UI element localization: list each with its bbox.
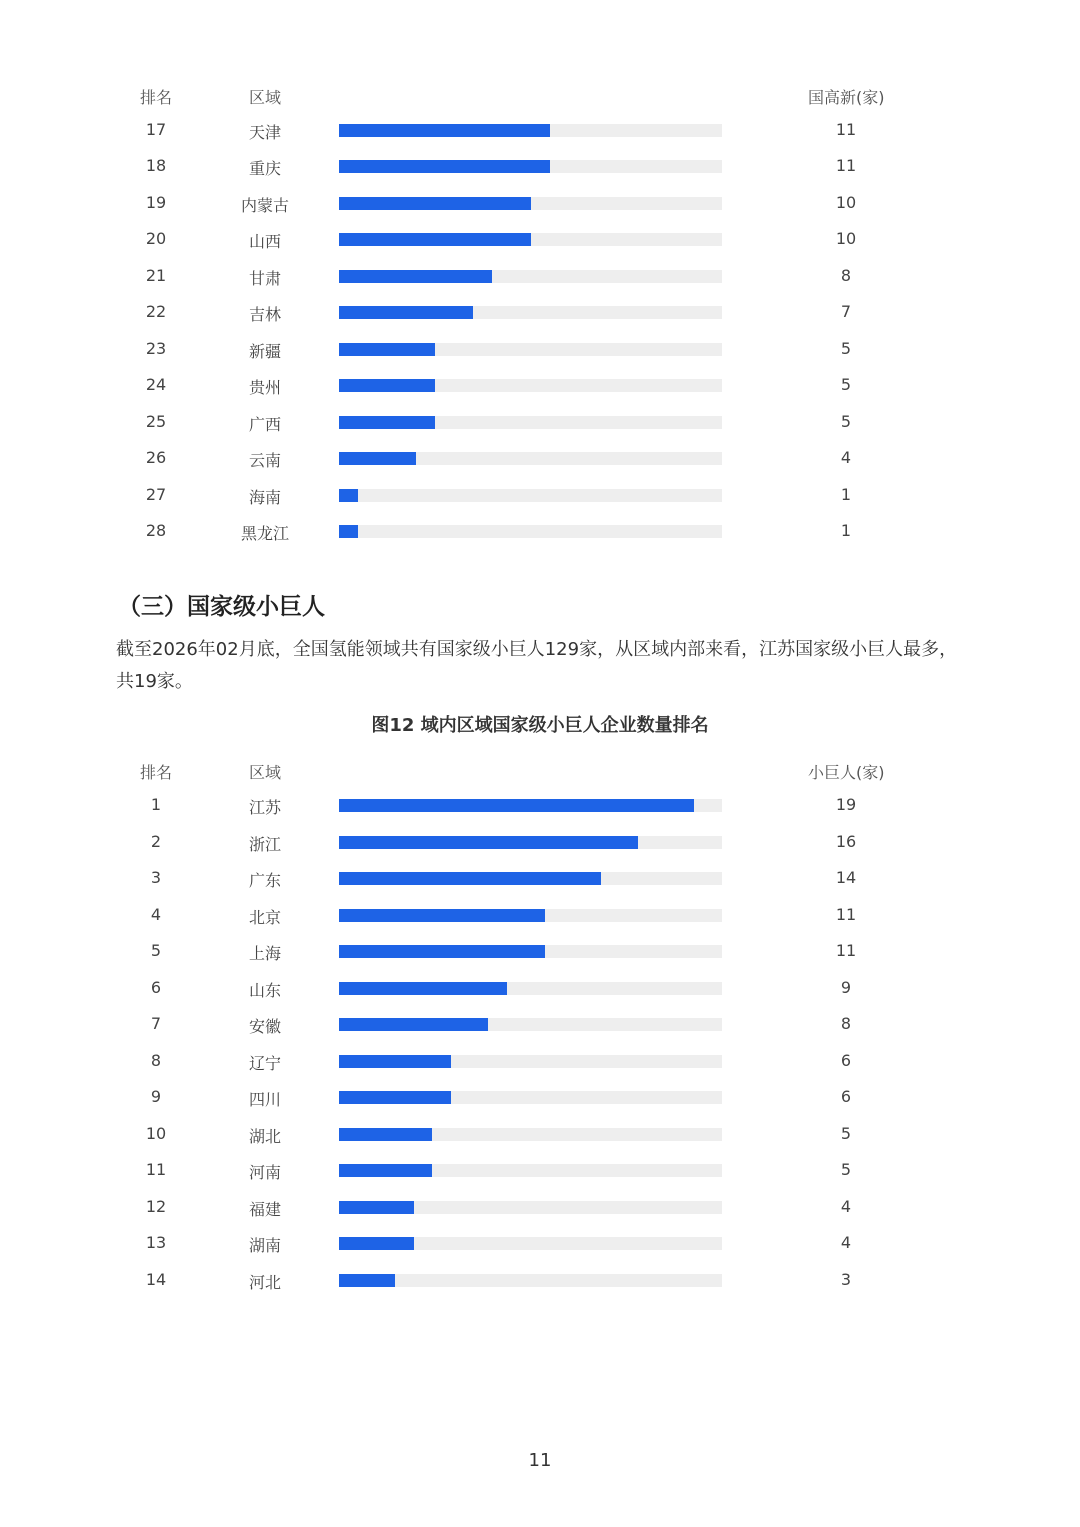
row-rank: 8 — [150, 1050, 162, 1070]
header-rank: 排名 — [140, 763, 173, 782]
row-region: 贵州 — [248, 378, 282, 398]
row-value: 14 — [835, 868, 857, 887]
row-value: 5 — [840, 338, 852, 358]
row-rank: 1 — [150, 795, 162, 814]
row-region: 山东 — [248, 980, 282, 1000]
row-value: 11 — [835, 904, 857, 924]
bar — [339, 1201, 414, 1214]
row-region: 天津 — [248, 123, 282, 142]
row-region: 江苏 — [248, 798, 282, 817]
row-value: 4 — [840, 1196, 852, 1216]
row-region: 重庆 — [248, 159, 282, 179]
row-region: 河北 — [248, 1272, 282, 1292]
row-region: 河南 — [248, 1163, 282, 1182]
row-value: 11 — [835, 120, 857, 139]
bar — [339, 124, 550, 137]
bar — [339, 416, 435, 429]
bar-track — [339, 1274, 722, 1287]
row-region: 湖北 — [248, 1126, 282, 1146]
bar — [339, 489, 358, 502]
bar — [339, 1237, 414, 1250]
bar-track — [339, 1201, 722, 1214]
row-region: 内蒙古 — [240, 195, 290, 215]
bar — [339, 1164, 432, 1177]
row-region: 安徽 — [248, 1017, 282, 1036]
bar-track — [339, 872, 722, 885]
bar — [339, 197, 531, 210]
row-region: 广西 — [248, 414, 282, 434]
row-rank: 19 — [145, 192, 167, 212]
row-region: 甘肃 — [248, 268, 282, 288]
row-value: 6 — [840, 1087, 852, 1106]
bar-track — [339, 799, 722, 812]
row-value: 9 — [840, 977, 852, 997]
row-rank: 3 — [150, 868, 162, 887]
row-value: 19 — [835, 795, 857, 814]
row-region: 云南 — [248, 451, 282, 471]
bar-track — [339, 1164, 722, 1177]
row-rank: 25 — [145, 411, 167, 431]
row-value: 5 — [840, 1123, 852, 1143]
row-rank: 18 — [145, 156, 167, 176]
row-value: 4 — [840, 448, 852, 468]
bar-track — [339, 160, 722, 173]
bar-track — [339, 233, 722, 246]
row-value: 5 — [840, 411, 852, 431]
row-rank: 22 — [145, 302, 167, 322]
row-rank: 6 — [150, 977, 162, 997]
row-value: 7 — [840, 302, 852, 322]
bar — [339, 233, 531, 246]
bar-track — [339, 982, 722, 995]
row-rank: 20 — [145, 229, 167, 249]
bar — [339, 343, 435, 356]
row-rank: 2 — [150, 831, 162, 851]
bar-track — [339, 909, 722, 922]
bar-track — [339, 1055, 722, 1068]
bar-track — [339, 945, 722, 958]
bar-track — [339, 1237, 722, 1250]
bar-track — [339, 343, 722, 356]
row-rank: 7 — [150, 1014, 162, 1033]
header-value: 小巨人(家) — [808, 763, 885, 782]
row-region: 山西 — [248, 232, 282, 252]
bar — [339, 379, 435, 392]
row-value: 8 — [840, 265, 852, 285]
row-region: 海南 — [248, 487, 282, 507]
row-region: 上海 — [248, 944, 282, 963]
row-rank: 24 — [145, 375, 167, 395]
bar — [339, 982, 507, 995]
row-rank: 26 — [145, 448, 167, 468]
page-number: 11 — [528, 1450, 552, 1471]
bar — [339, 306, 473, 319]
row-rank: 11 — [145, 1160, 167, 1179]
bar — [339, 270, 492, 283]
row-rank: 17 — [145, 120, 167, 139]
bar-track — [339, 452, 722, 465]
row-rank: 21 — [145, 265, 167, 285]
bar-track — [339, 306, 722, 319]
row-value: 1 — [840, 484, 852, 504]
bar-track — [339, 489, 722, 502]
row-value: 8 — [840, 1014, 852, 1033]
row-value: 3 — [840, 1269, 852, 1289]
bar-track — [339, 1128, 722, 1141]
bar — [339, 909, 545, 922]
row-rank: 28 — [145, 520, 167, 540]
row-value: 10 — [835, 192, 857, 212]
bar — [339, 836, 638, 849]
bar — [339, 1091, 451, 1104]
row-region: 四川 — [248, 1090, 282, 1109]
row-rank: 4 — [150, 904, 162, 924]
bar — [339, 525, 358, 538]
row-value: 16 — [835, 831, 857, 851]
header-region: 区域 — [249, 763, 282, 782]
row-value: 1 — [840, 520, 852, 540]
row-rank: 13 — [145, 1233, 167, 1252]
row-rank: 27 — [145, 484, 167, 504]
row-region: 湖南 — [248, 1236, 282, 1255]
bar — [339, 1018, 488, 1031]
row-value: 11 — [835, 941, 857, 960]
section-paragraph: 截至2026年02月底，全国氢能领域共有国家级小巨人129家，从区域内部来看，江苏国家级小巨人最多，共19家。 — [116, 639, 958, 692]
row-rank: 12 — [145, 1196, 167, 1216]
bar-track — [339, 1018, 722, 1031]
row-rank: 14 — [145, 1269, 167, 1289]
bar-track — [339, 525, 722, 538]
row-region: 浙江 — [248, 834, 282, 854]
row-region: 广东 — [248, 871, 282, 890]
row-value: 4 — [840, 1233, 852, 1252]
row-rank: 23 — [145, 338, 167, 358]
figure-title: 图12 域内区域国家级小巨人企业数量排名 — [371, 715, 709, 736]
bar — [339, 1055, 451, 1068]
row-region: 北京 — [248, 907, 282, 927]
bar — [339, 945, 545, 958]
row-region: 黑龙江 — [240, 523, 290, 543]
header-rank: 排名 — [140, 88, 173, 107]
row-region: 福建 — [248, 1199, 282, 1219]
row-value: 11 — [835, 156, 857, 176]
bar-track — [339, 416, 722, 429]
row-rank: 10 — [145, 1123, 167, 1143]
row-rank: 5 — [150, 941, 162, 960]
bar-track — [339, 836, 722, 849]
bar — [339, 1128, 432, 1141]
bar — [339, 799, 694, 812]
section-title: （三）国家级小巨人 — [118, 594, 325, 620]
bar — [339, 872, 601, 885]
header-region: 区域 — [249, 88, 282, 107]
bar-track — [339, 379, 722, 392]
bar-track — [339, 1091, 722, 1104]
row-region: 吉林 — [248, 305, 282, 325]
row-value: 5 — [840, 1160, 852, 1179]
row-rank: 9 — [150, 1087, 162, 1106]
row-value: 6 — [840, 1050, 852, 1070]
bar-track — [339, 124, 722, 137]
row-region: 辽宁 — [248, 1053, 282, 1073]
bar — [339, 1274, 395, 1287]
bar-track — [339, 197, 722, 210]
bar — [339, 452, 416, 465]
chart-1 — [0, 0, 1080, 560]
row-region: 新疆 — [248, 341, 282, 361]
bar-track — [339, 270, 722, 283]
row-value: 10 — [835, 229, 857, 249]
header-value: 国高新(家) — [808, 88, 885, 107]
bar — [339, 160, 550, 173]
row-value: 5 — [840, 375, 852, 395]
